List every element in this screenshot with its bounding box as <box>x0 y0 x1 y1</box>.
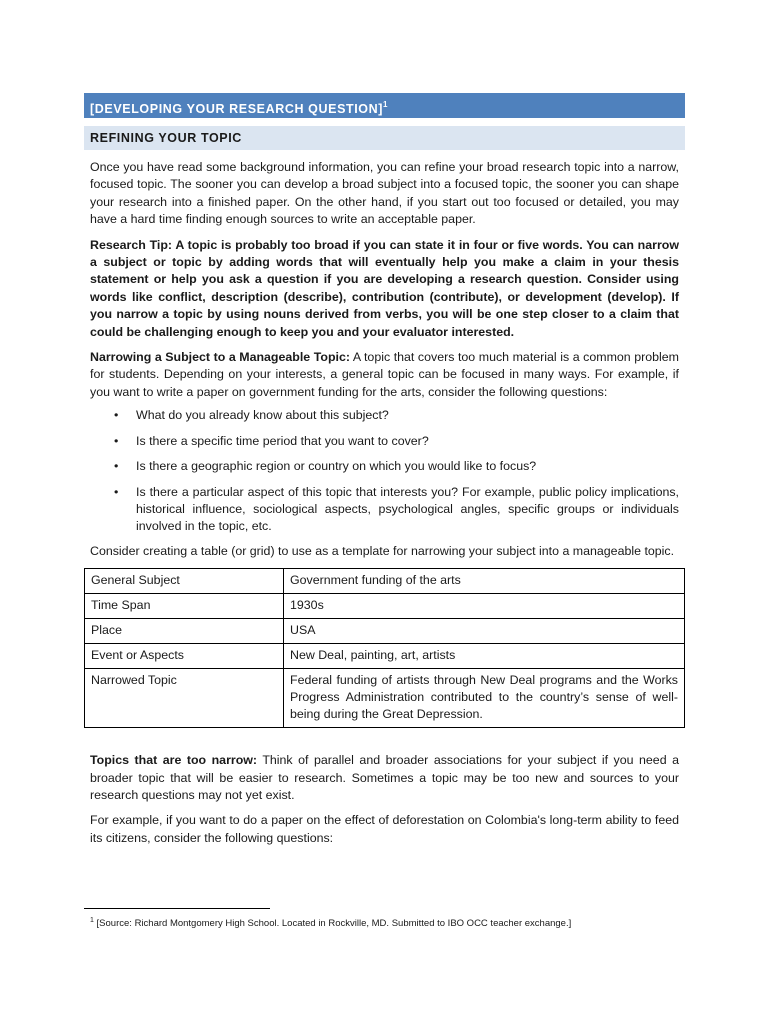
narrowing-text: A topic that covers too much material is a common problem for students. Depending on your interests, a general topic can be focused in many ways. For example, if you want to write a paper on government funding for the arts, consider the following questions: <box>90 350 679 399</box>
paragraph-example: For example, if you want to do a paper on the effect of deforestation on Colombia's long-term ability to feed its citizens, consider the following questions: <box>90 813 679 845</box>
section-heading: REFINING YOUR TOPIC <box>84 126 685 150</box>
footnote-number: 1 <box>90 917 94 924</box>
table-label-cell: Time Span <box>85 594 284 619</box>
table-value-cell: Government funding of the arts <box>284 569 685 594</box>
footnote-reference[interactable]: 1 <box>383 100 389 109</box>
list-item: • Is there a particular aspect of this topic that interests you? For example, public policy implications, historical influence, sociological aspects, psychological angles, specific groups or individuals involved in the topic, etc. <box>114 484 679 534</box>
paragraph-too-narrow <box>90 752 679 804</box>
table-value-cell: New Deal, painting, art, artists <box>284 644 685 669</box>
footnote-divider <box>84 908 270 909</box>
question-list <box>90 407 679 535</box>
table-row <box>85 569 685 594</box>
list-item: • Is there a specific time period that you want to cover? <box>136 433 679 450</box>
bullet-icon: • <box>114 433 119 448</box>
table-row <box>85 619 685 644</box>
document-page <box>84 93 685 847</box>
table-label-cell: Narrowed Topic <box>85 669 284 728</box>
too-narrow-lead: Topics that are too narrow: <box>90 753 258 768</box>
paragraph-table-intro: Consider creating a table (or grid) to use as a template for narrowing your subject into a manageable topic. <box>90 543 675 558</box>
table-label-cell: Event or Aspects <box>85 644 284 669</box>
narrowing-lead: Narrowing a Subject to a Manageable Topic: <box>90 350 350 365</box>
table-row <box>85 644 685 669</box>
list-item: • What do you already know about this subject? <box>136 407 679 424</box>
document-banner <box>84 93 685 118</box>
bullet-icon: • <box>114 459 119 474</box>
table-value-cell: Federal funding of artists through New Deal programs and the Works Progress Administration contributed to the country’s sense of well-being during the Great Depression. <box>284 669 685 728</box>
table-row <box>85 594 685 619</box>
table-row <box>85 669 685 728</box>
list-item: • Is there a geographic region or country on which you would like to focus? <box>136 458 679 475</box>
topic-narrowing-table <box>84 568 685 728</box>
paragraph-narrowing <box>90 349 679 401</box>
bullet-icon: • <box>114 408 119 423</box>
footnote <box>90 914 571 930</box>
paragraph-research-tip: Research Tip: A topic is probably too broad if you can state it in four or five words. You can narrow a subject or topic by adding words that will eventually help you make a claim in your thesis statement or help you ask a question if you are developing a research question. Consider using words like conflict, description (describe), contribution (contribute), or development (develop). If you narrow a topic by using nouns derived from verbs, you will be one step closer to a claim that could be challenging enough to keep you and your evaluator interested. <box>90 237 679 339</box>
table-value-cell: 1930s <box>284 594 685 619</box>
bullet-icon: • <box>114 484 119 499</box>
table-label-cell: Place <box>85 619 284 644</box>
document-body <box>84 159 685 847</box>
too-narrow-text: Think of parallel and broader associations for your subject if you need a broader topic that will be easier to research. Sometimes a topic may be too new and sources to your research questions may not yet exist. <box>90 753 679 802</box>
banner-title: [DEVELOPING YOUR RESEARCH QUESTION] <box>90 102 384 117</box>
footnote-text: [Source: Richard Montgomery High School. Located in Rockville, MD. Submitted to IBO OCC teacher exchange.] <box>96 918 572 930</box>
table-value-cell: USA <box>284 619 685 644</box>
paragraph-intro: Once you have read some background information, you can refine your broad research topic into a narrow, focused topic. The sooner you can develop a broad subject into a focused topic, the sooner you can shape your research into a finished paper. On the other hand, if you start out too focused or detailed, you may have a hard time finding enough sources to write an acceptable paper. <box>90 160 679 227</box>
table-label-cell: General Subject <box>85 569 284 594</box>
